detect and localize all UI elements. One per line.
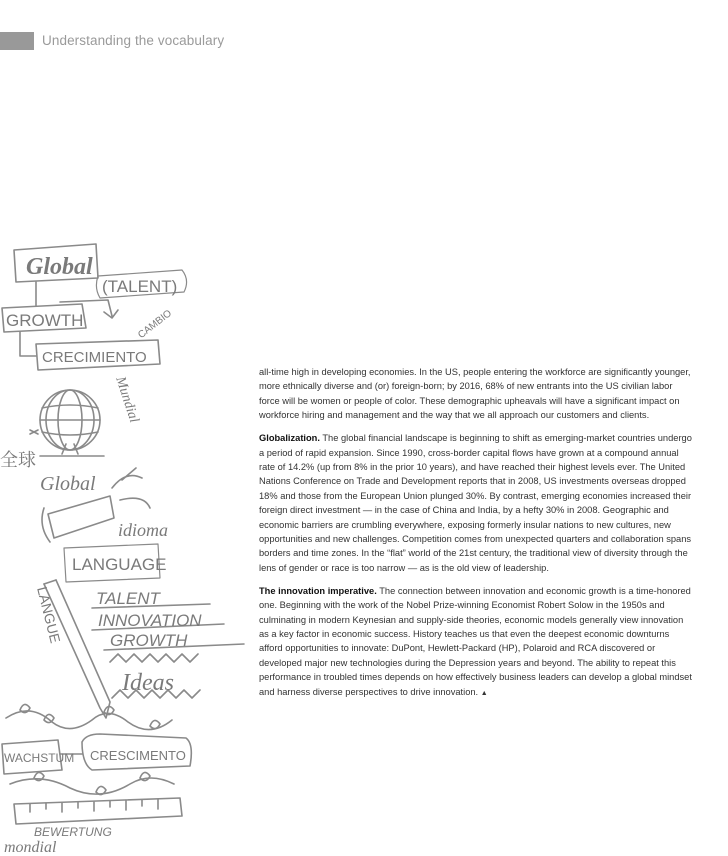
- word-global-2: Global: [40, 473, 96, 495]
- word-talent: (TALENT): [102, 277, 178, 296]
- word-language: LANGUAGE: [72, 555, 167, 574]
- end-mark-icon: ▲: [480, 689, 488, 697]
- header-color-bar: [0, 32, 34, 50]
- word-global: Global: [26, 254, 93, 280]
- word-mondial: mondial: [4, 839, 57, 856]
- globalization-lead: Globalization.: [259, 433, 320, 444]
- word-talent-2: TALENT: [96, 589, 160, 608]
- section-heading: Understanding the vocabulary: [42, 33, 225, 48]
- innovation-lead: The innovation imperative.: [259, 585, 377, 596]
- word-mundial: Mundial: [112, 374, 142, 425]
- word-crecimiento: CRECIMIENTO: [42, 349, 147, 366]
- word-wachstum: WACHSTUM: [4, 751, 75, 765]
- innovation-body: The connection between innovation and economic growth is a time-honored one. Beginning with the work of the Nobel Prize-winning Economist Robert Solow in the 1950s and culminating in modern Keynesian and supply-side theories, economic models generally view innovation as a key factor in economic success. History teaches us that even the deepest economic downturns afford opportunities to innovate: DuPont, Hewlett-Packard (HP), Polaroid and RCA discovered or developed major new technologies during the Depression years and beyond. The ability to repeat this performance in troubled times depends on how effectively business leaders can develop a global mindset and harness diverse perspectives to drive innovation.: [259, 585, 692, 697]
- globalization-body: The global financial landscape is beginning to shift as emerging-market countries undergo a period of rapid expansion. Since 1990, cross-border capital flows have grown at a compound annual rate of 14.2% (up from 8% in the prior 10 years), and have reached their highest levels ever. The United Nations Conference on Trade and Development reports that in 2008, US investments overseas dropped 18% and those from the European Union plunged 30%. By contrast, emerging economies increased their foreign direct investment — in the case of China and India, by a hefty 30% in 2008. Geographic and economic barriers are crumbling everywhere, exposing formerly insular nations to new cultures, new opportunities and new challenges. Competition comes from unexpected quarters and collaboration spans borders and time zones. In the “flat” world of the 21st century, the traditional view of diversity through the lens of gender or race is too narrow — as is the old view of leadership.: [259, 433, 692, 573]
- word-ideas: Ideas: [122, 670, 174, 696]
- globalization-paragraph: [259, 431, 695, 575]
- word-growth: GROWTH: [6, 311, 84, 330]
- innovation-paragraph: [259, 584, 695, 701]
- word-cambio: CAMBIO: [136, 307, 175, 341]
- word-langue: LANGUE: [34, 584, 64, 645]
- word-bewertung: BEWERTUNG: [34, 825, 112, 839]
- vocabulary-illustration: [0, 232, 250, 856]
- word-chinese: 全球: [0, 450, 36, 471]
- word-idioma: idioma: [118, 520, 169, 540]
- word-innovation: INNOVATION: [98, 611, 202, 630]
- intro-paragraph: all-time high in developing economies. In the US, people entering the workforce are significantly younger, more ethnically diverse and (or) foreign-born; by 2016, 68% of new entrants into the US civilian labor force will be women or people of color. These demographic upheavals will have a significant impact on workforce hiring and management and the way that we all approach our customers and clients.: [259, 367, 691, 421]
- word-growth-2: GROWTH: [110, 631, 188, 650]
- article-body: [259, 365, 695, 709]
- word-crescimento: CRESCIMENTO: [90, 748, 186, 763]
